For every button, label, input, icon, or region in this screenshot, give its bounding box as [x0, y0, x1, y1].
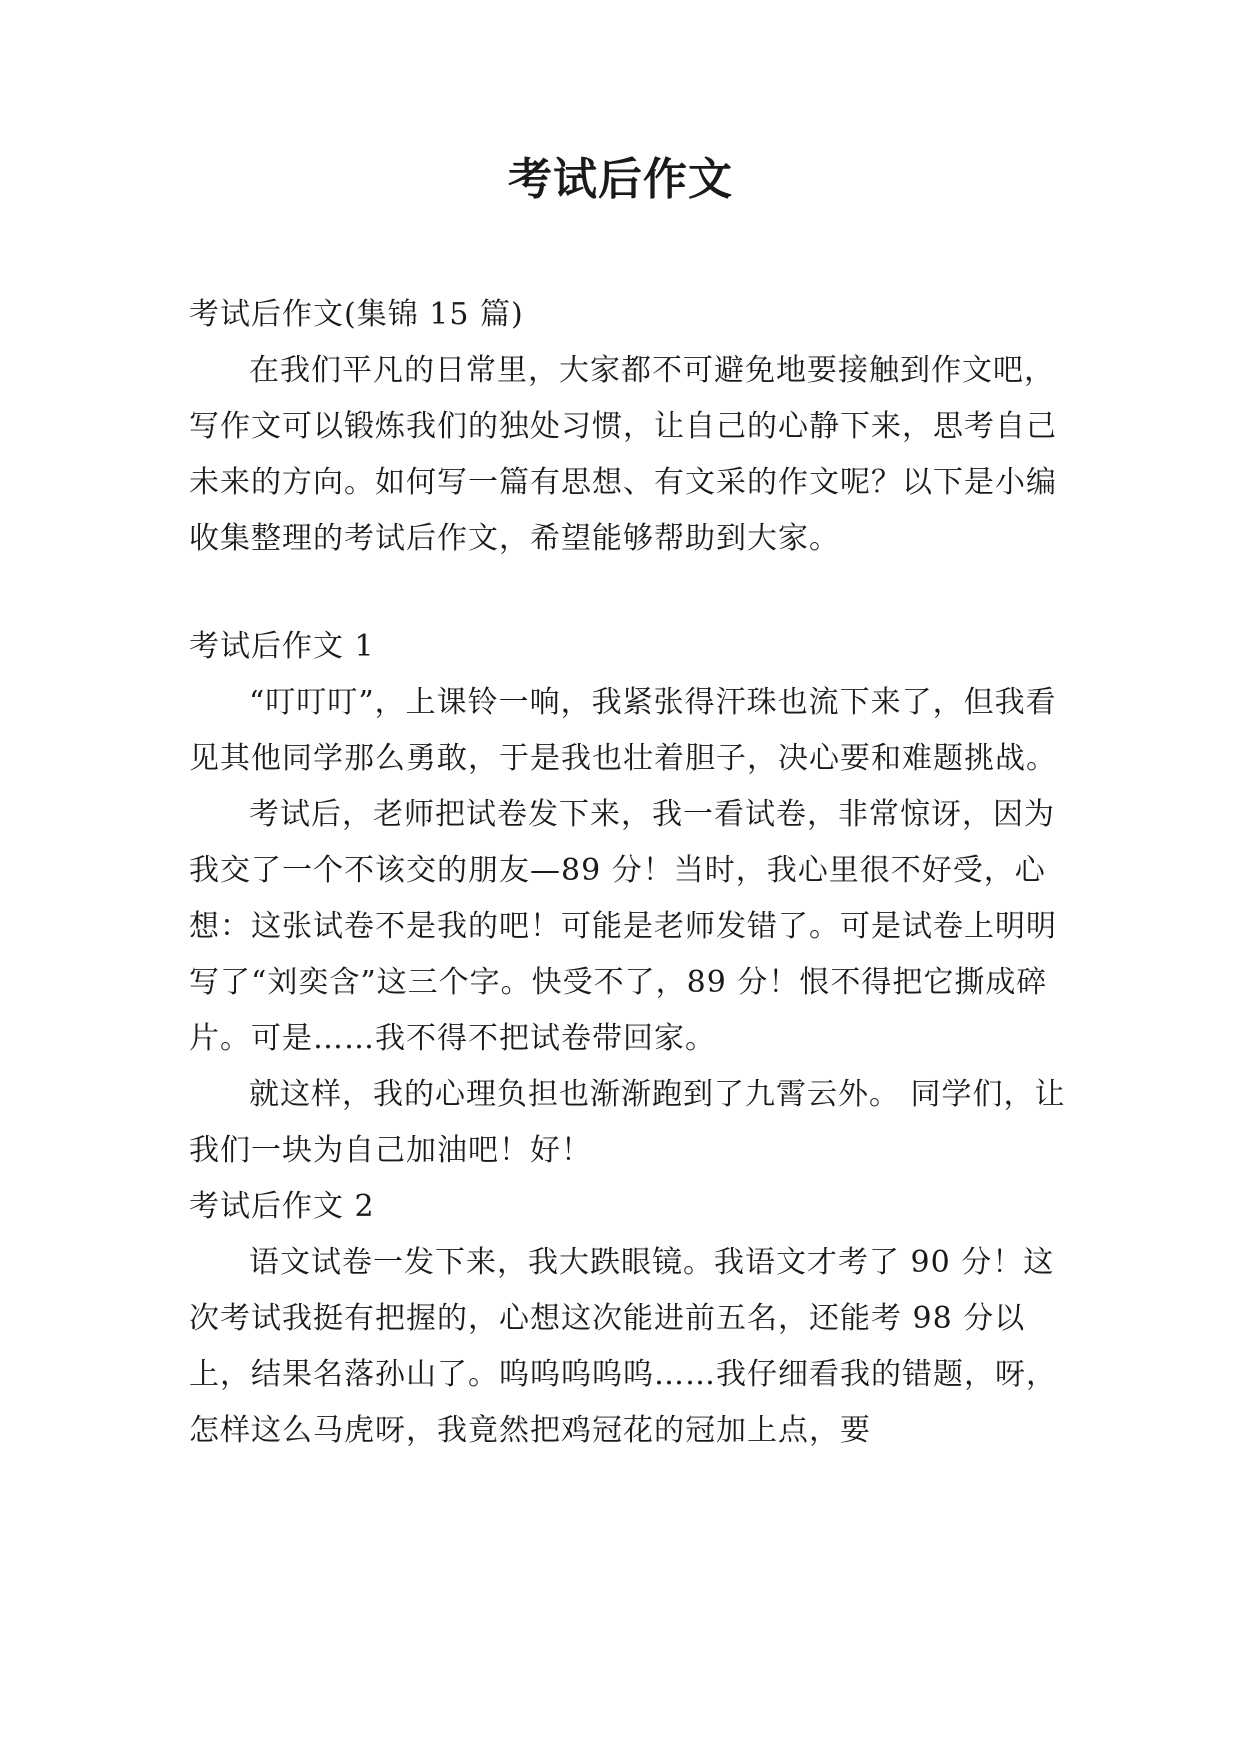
essay-1-paragraph-2: 考试后，老师把试卷发下来，我一看试卷，非常惊讶，因为我交了一个不该交的朋友—89 分！当时，我心里很不好受，心想：这张试卷不是我的吧！可能是老师发错了。可是试卷上明明写了“刘奕含”这三个字。快受不了，89 分！恨不得把它撕成碎片。可是……我不得不把试卷带回家。: [189, 797, 1057, 1056]
essay-2-paragraph-1: 语文试卷一发下来，我大跌眼镜。我语文才考了 90 分！这次考试我挺有把握的，心想这次能进前五名，还能考 98 分以上，结果名落孙山了。呜呜呜呜呜……我仔细看我的错题，呀，怎样这么马虎呀，我竟然把鸡冠花的冠加上点，要: [189, 1245, 1057, 1448]
intro-paragraph: 在我们平凡的日常里，大家都不可避免地要接触到作文吧，写作文可以锻炼我们的独处习惯，让自己的心静下来，思考自己未来的方向。如何写一篇有思想、有文采的作文呢？以下是小编收集整理的考试后作文，希望能够帮助到大家。: [189, 353, 1057, 556]
document-title: 考试后作文: [508, 154, 733, 205]
collection-subtitle: 考试后作文(集锦 15 篇): [189, 297, 524, 332]
essay-1-paragraph-1: “叮叮叮”，上课铃一响，我紧张得汗珠也流下来了，但我看见其他同学那么勇敢，于是我也壮着胆子，决心要和难题挑战。: [189, 685, 1057, 776]
essay-1-heading: 考试后作文 1: [189, 629, 375, 664]
document-body: [189, 287, 1069, 1459]
essay-1-paragraph-3: 就这样，我的心理负担也渐渐跑到了九霄云外。 同学们，让我们一块为自己加油吧！好！: [189, 1077, 1066, 1168]
essay-2-heading: 考试后作文 2: [189, 1189, 375, 1224]
